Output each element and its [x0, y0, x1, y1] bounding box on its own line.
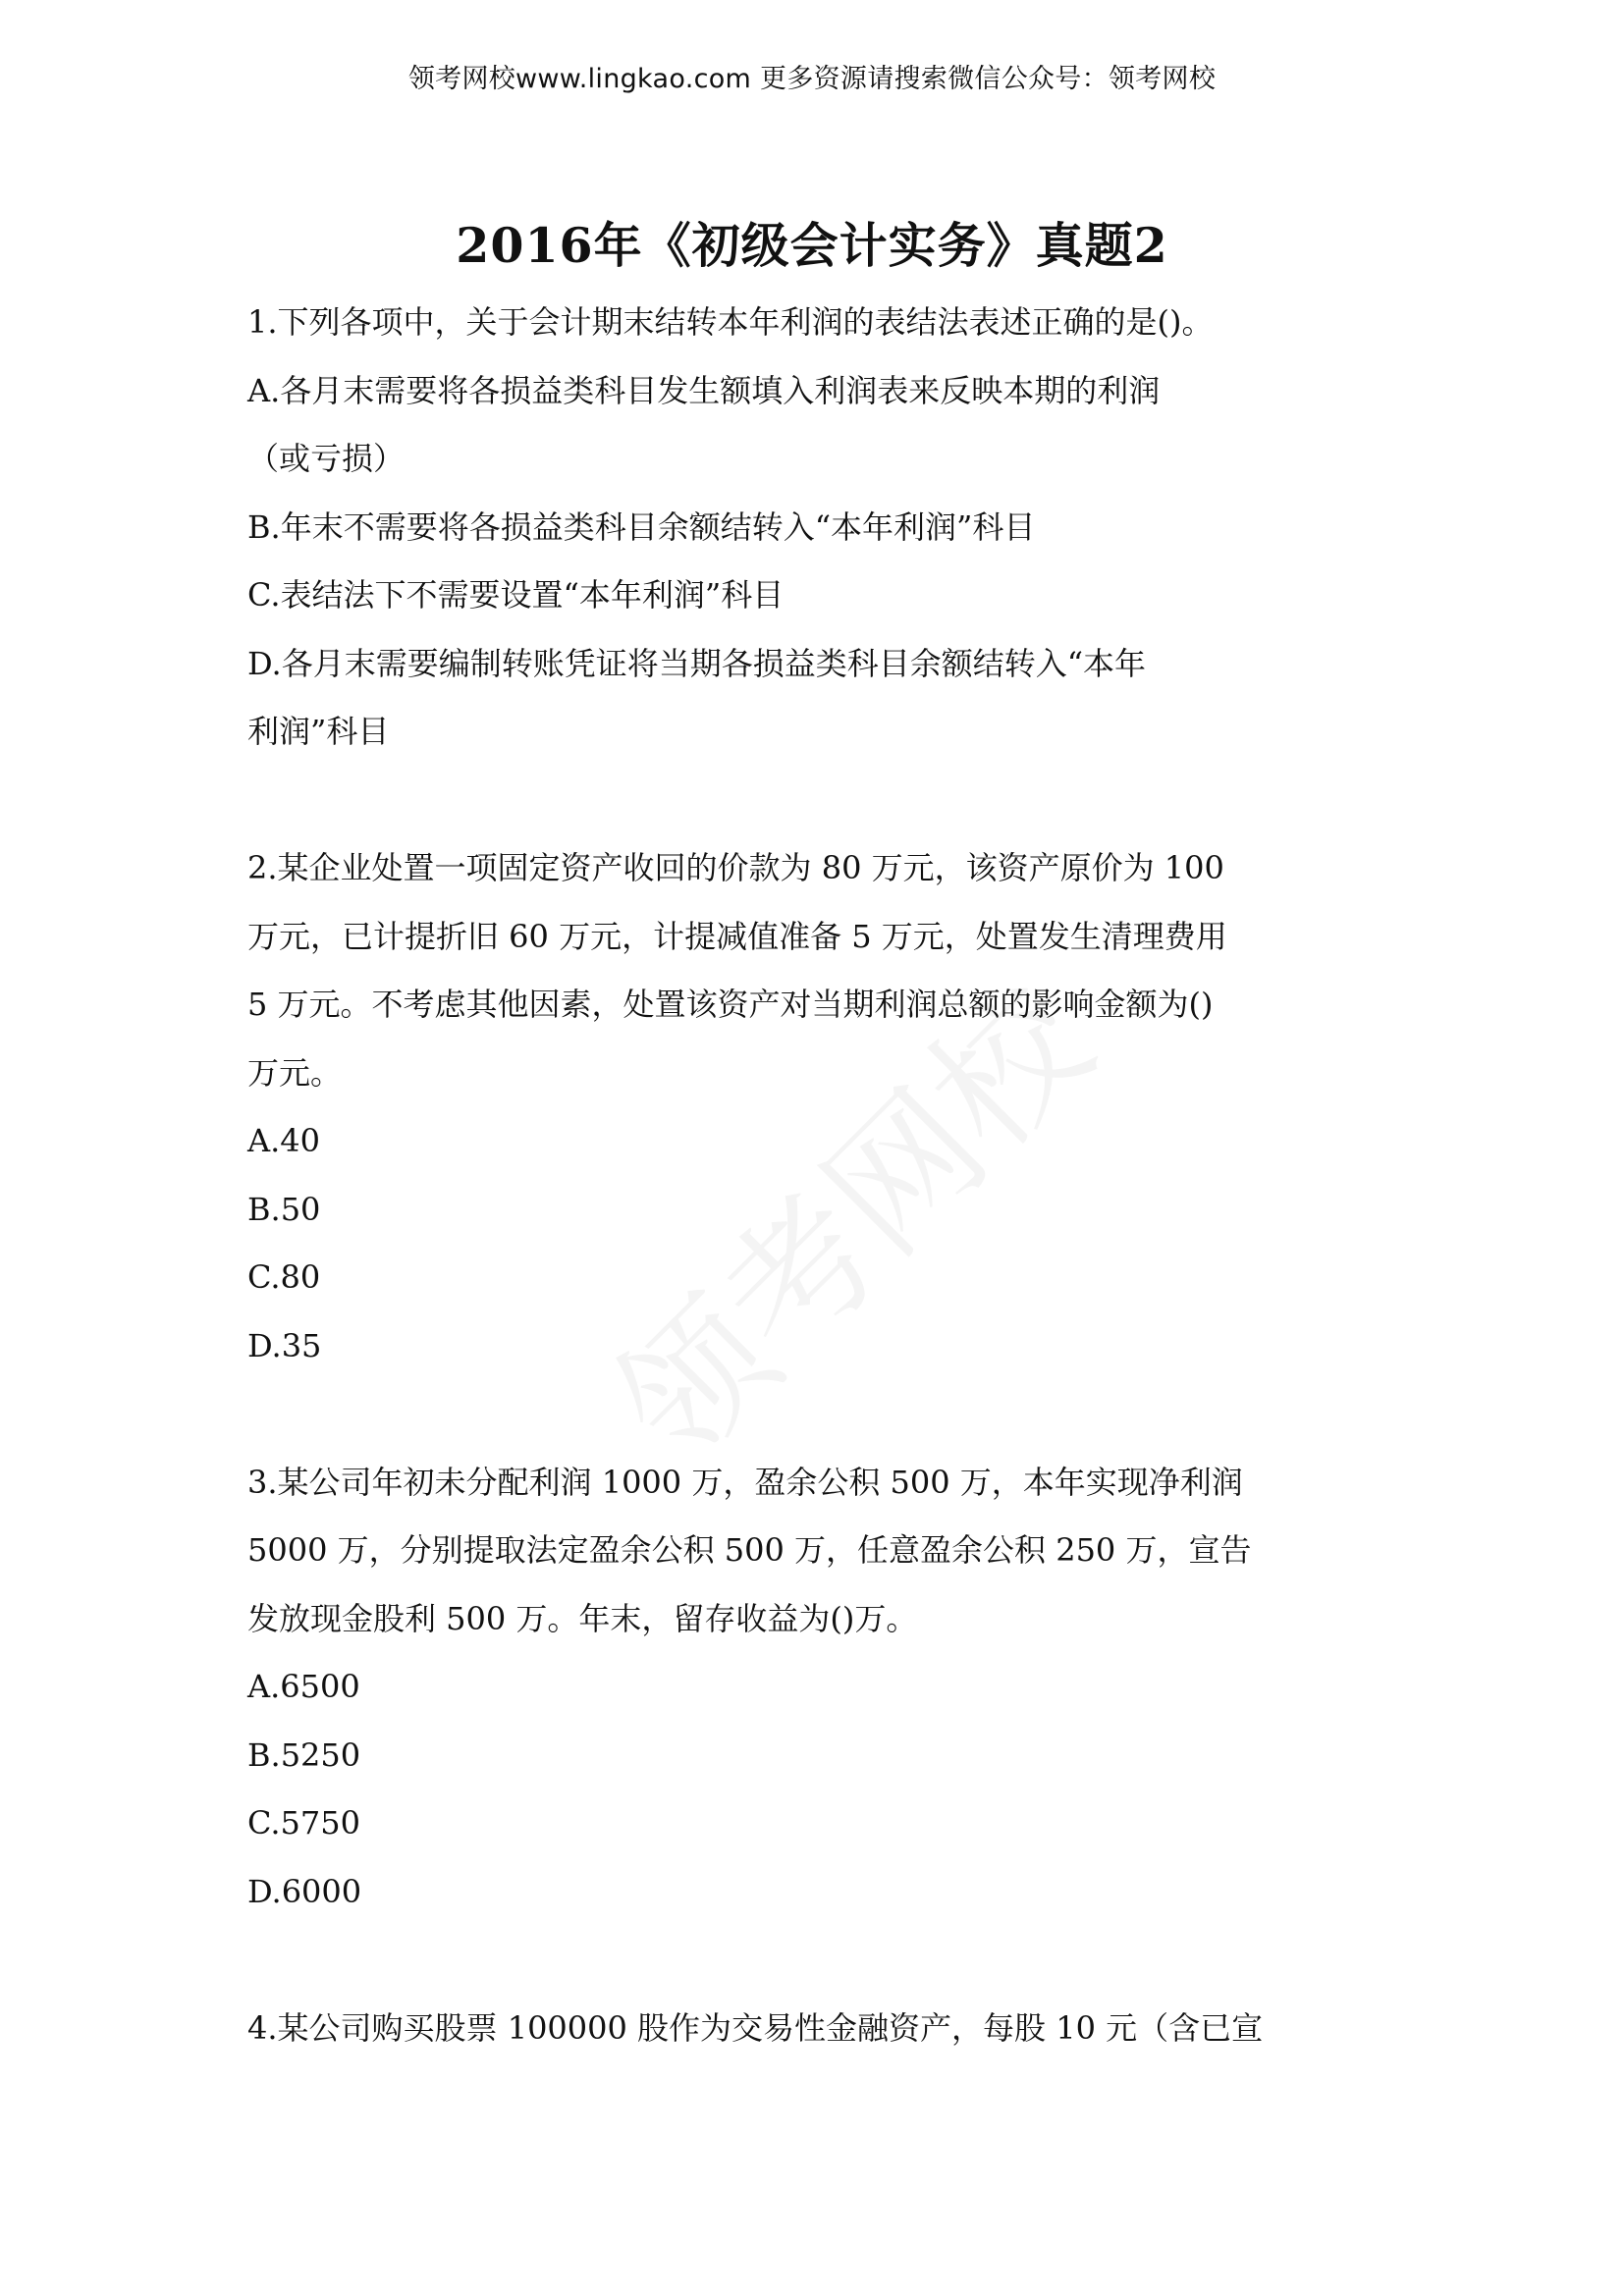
option-b: B.5250 [247, 1735, 361, 1774]
question-stem: 2.某企业处置一项固定资产收回的价款为 80 万元，该资产原价为 100 [247, 849, 1224, 886]
option-a: A.40 [247, 1122, 320, 1159]
question-stem-continued: 5000 万，分别提取法定盈余公积 500 万，任意盈余公积 250 万，宣告 [247, 1531, 1252, 1569]
question-1 [247, 289, 1308, 767]
option-d: D.各月末需要编制转账凭证将当期各损益类科目余额结转入“本年 [247, 644, 1147, 682]
option-a-continued: （或亏损） [247, 440, 406, 477]
document-title: 2016年《初级会计实务》真题2 [456, 217, 1168, 274]
question-stem-continued: 5 万元。不考虑其他因素，处置该资产对当期利润总额的影响金额为() [247, 986, 1214, 1023]
option-d: D.6000 [247, 1872, 362, 1910]
option-c: C.5750 [247, 1804, 360, 1842]
option-b: B.50 [247, 1190, 321, 1228]
option-b: B.年末不需要将各损益类科目余额结转入“本年利润”科目 [247, 507, 1036, 546]
question-stem: 4.某公司购买股票 100000 股作为交易性金融资产，每股 10 元（含已宣 [247, 2008, 1264, 2047]
question-stem-continued: 万元，已计提折旧 60 万元，计提减值准备 5 万元，处置发生清理费用 [247, 917, 1227, 955]
option-d-continued: 利润”科目 [247, 713, 390, 750]
option-c: C.80 [247, 1258, 321, 1296]
page-header: 领考网校www.lingkao.com 更多资源请搜索微信公众号：领考网校 [407, 64, 1217, 94]
question-stem-continued: 万元。 [247, 1053, 343, 1092]
option-a: A.各月末需要将各损益类科目发生额填入利润表来反映本期的利润 [247, 371, 1161, 409]
question-3 [247, 1449, 1308, 1927]
question-stem: 1.下列各项中，关于会计期末结转本年利润的表结法表述正确的是()。 [247, 303, 1214, 341]
question-list [247, 289, 1308, 2062]
option-c: C.表结法下不需要设置“本年利润”科目 [247, 576, 785, 614]
question-stem: 3.某公司年初未分配利润 1000 万，盈余公积 500 万，本年实现净利润 [247, 1463, 1243, 1501]
option-a: A.6500 [247, 1668, 360, 1705]
option-d: D.35 [247, 1326, 322, 1364]
question-stem-continued: 发放现金股利 500 万。年末，留存收益为()万。 [247, 1599, 918, 1637]
question-2 [247, 834, 1308, 1380]
question-4 [247, 1995, 1308, 2063]
